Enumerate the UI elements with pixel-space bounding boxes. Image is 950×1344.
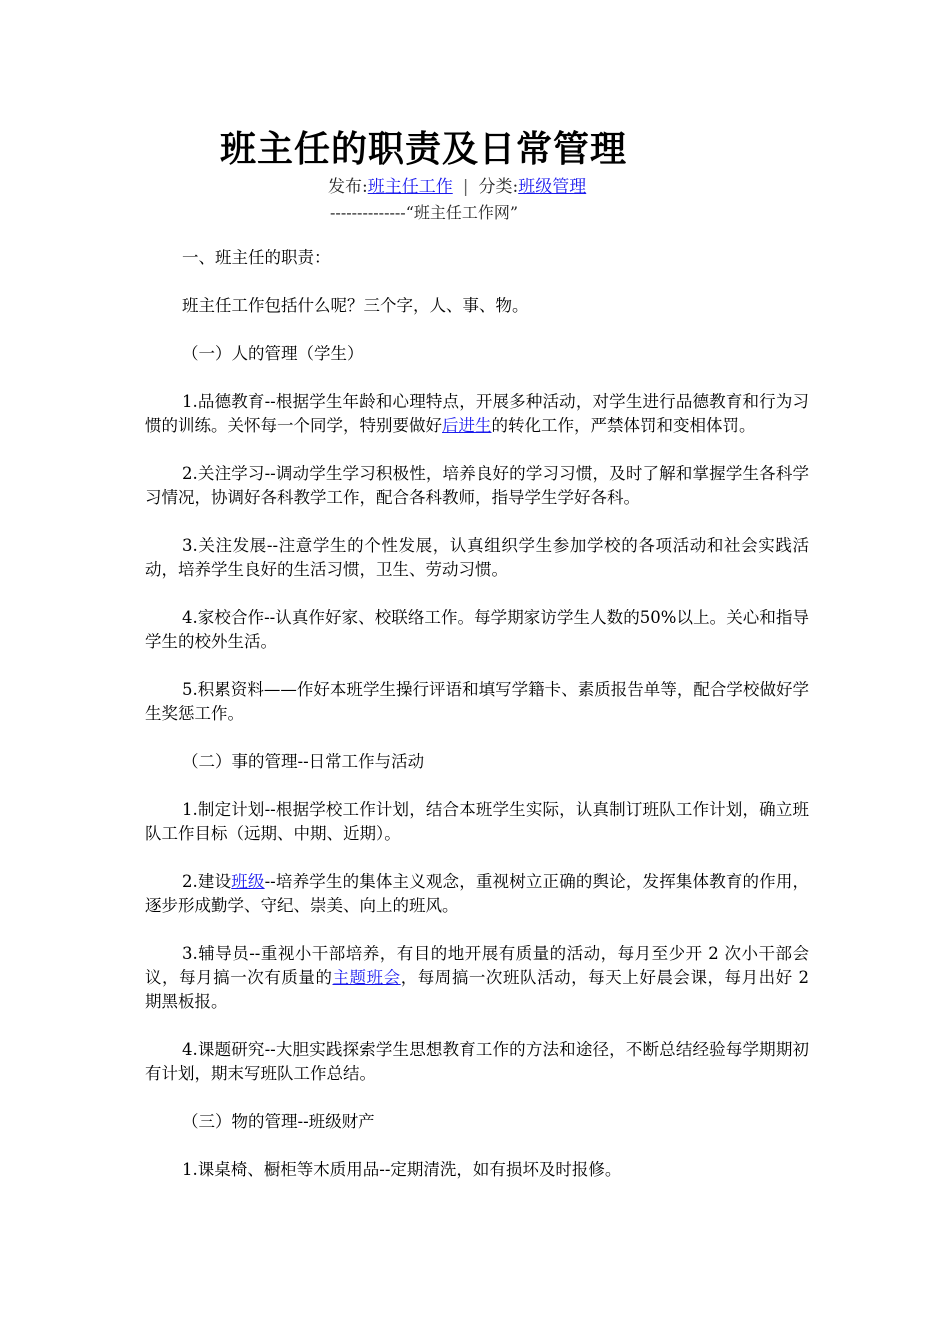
part3-heading: （三）物的管理--班级财产 <box>182 1112 375 1131</box>
category-label: 分类: <box>478 177 519 197</box>
paragraph-text: 3.辅导员--重视小干部培养，有目的地开展有质量的活动，每月至少开 2 次小干部会议，每月搞一次有质量的 <box>145 944 809 987</box>
publish-link[interactable]: 班主任工作 <box>367 177 453 197</box>
theme-class-meeting-link[interactable]: 主题班会 <box>332 968 401 987</box>
paragraph-home-school: 4.家校合作--认真作好家、校联络工作。每学期家访学生人数的50%以上。关心和指导学生的校外生活。 <box>145 608 809 651</box>
class-link[interactable]: 班级 <box>231 872 265 891</box>
paragraph-furniture: 1.课桌椅、橱柜等木质用品--定期清洗，如有损坏及时报修。 <box>182 1160 622 1179</box>
category-link[interactable]: 班级管理 <box>518 177 587 197</box>
source-line: --------------“班主任工作网” <box>330 203 519 222</box>
page-title: 班主任的职责及日常管理 <box>220 128 628 170</box>
meta-separator: | <box>462 177 469 197</box>
paragraph-text: 1.品德教育--根据学生年龄和心理特点，开展多种活动，对学生进行品德教育和行为习惯的训练。关怀每一个同学，特别要做好 <box>145 392 809 435</box>
intro-paragraph: 班主任工作包括什么呢？三个字，人、事、物。 <box>182 296 529 315</box>
paragraph-development: 3.关注发展--注意学生的个性发展，认真组织学生参加学校的各项活动和社会实践活动，培养学生良好的生活习惯，卫生、劳动习惯。 <box>145 536 809 579</box>
underperforming-student-link[interactable]: 后进生 <box>442 416 492 435</box>
publish-label: 发布: <box>328 177 368 197</box>
part2-heading: （二）事的管理--日常工作与活动 <box>182 752 425 771</box>
paragraph-counselor <box>145 942 809 1014</box>
article-meta <box>328 174 586 200</box>
paragraph-learning: 2.关注学习--调动学生学习积极性，培养良好的学习习惯，及时了解和掌握学生各科学习情况，协调好各科教学工作，配合各科教师，指导学生学好各科。 <box>145 464 809 507</box>
section-heading: 一、班主任的职责： <box>182 248 331 267</box>
paragraph-text: 的转化工作，严禁体罚和变相体罚。 <box>491 416 756 435</box>
paragraph-planning: 1.制定计划--根据学校工作计划，结合本班学生实际，认真制订班队工作计划，确立班队工作目标（远期、中期、近期）。 <box>145 800 809 843</box>
paragraph-text: --培养学生的集体主义观念，重视树立正确的舆论，发挥集体教育的作用，逐步形成勤学、守纪、崇美、向上的班风。 <box>145 872 810 915</box>
part1-heading: （一）人的管理（学生） <box>182 344 364 363</box>
article-body <box>145 246 809 1206</box>
paragraph-text: 2.建设 <box>182 872 232 891</box>
paragraph-moral-education <box>145 390 809 438</box>
paragraph-research: 4.课题研究--大胆实践探索学生思想教育工作的方法和途径，不断总结经验每学期期初有计划，期末写班队工作总结。 <box>145 1040 809 1083</box>
paragraph-records: 5.积累资料——作好本班学生操行评语和填写学籍卡、素质报告单等，配合学校做好学生奖惩工作。 <box>145 680 809 723</box>
paragraph-class-building <box>145 870 809 918</box>
paragraph-text: ，每周搞一次班队活动，每天上好晨会课，每月出好 2 期黑板报。 <box>145 968 810 1011</box>
